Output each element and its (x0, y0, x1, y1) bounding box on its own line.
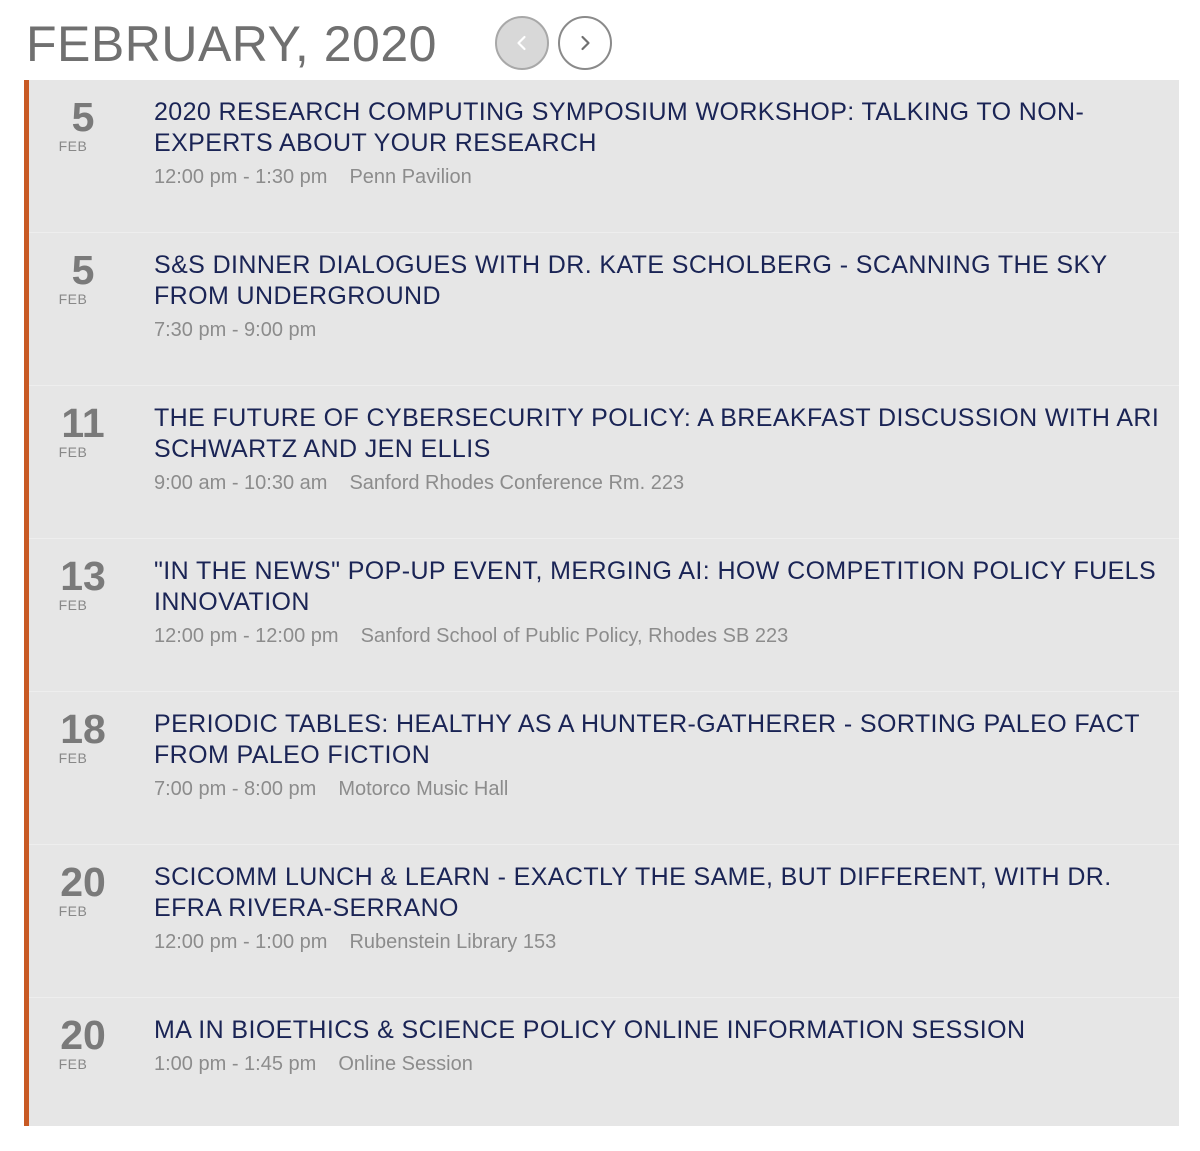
event-body (154, 862, 1164, 955)
event-body (154, 403, 1164, 496)
event-time: 7:30 pm - 9:00 pm (154, 319, 317, 341)
event-location: Penn Pavilion (349, 166, 472, 188)
event-title-link[interactable]: S&S DINNER DIALOGUES WITH DR. KATE SCHOLBERG - SCANNING THE SKY FROM UNDERGROUND (154, 251, 1108, 310)
event-title-link[interactable]: 2020 RESEARCH COMPUTING SYMPOSIUM WORKSHOP: TALKING TO NON-EXPERTS ABOUT YOUR RESEARCH (154, 98, 1085, 157)
event-date (43, 861, 123, 919)
event-meta (154, 164, 1164, 190)
event-body (154, 97, 1164, 190)
event-location: Sanford School of Public Policy, Rhodes SB 223 (360, 625, 789, 647)
event-month: FEB (58, 291, 88, 307)
month-title: FEBRUARY, 2020 (26, 16, 437, 72)
event-meta (154, 929, 1164, 955)
event-meta (154, 1051, 1164, 1077)
event-meta (154, 470, 1164, 496)
event-body (154, 1015, 1164, 1077)
event-date (43, 1014, 123, 1072)
event-day: 20 (60, 1012, 106, 1058)
calendar-header (26, 12, 1176, 74)
event-title-link[interactable]: "IN THE NEWS" POP-UP EVENT, MERGING AI: HOW COMPETITION POLICY FUELS INNOVATION (154, 557, 1157, 616)
event-location: Online Session (338, 1053, 473, 1075)
event-location: Sanford Rhodes Conference Rm. 223 (349, 472, 685, 494)
event-meta (154, 776, 1164, 802)
event-item (29, 233, 1179, 386)
event-month: FEB (58, 597, 88, 613)
event-item (29, 845, 1179, 998)
event-day: 5 (71, 94, 95, 140)
event-day: 18 (60, 706, 106, 752)
event-date (43, 708, 123, 766)
event-item (29, 80, 1179, 233)
event-time: 12:00 pm - 12:00 pm (154, 625, 339, 647)
next-month-button[interactable] (558, 16, 612, 70)
event-location: Rubenstein Library 153 (349, 931, 557, 953)
event-date (43, 96, 123, 154)
previous-month-button[interactable] (495, 16, 549, 70)
chevron-right-icon (575, 33, 595, 53)
event-body (154, 709, 1164, 802)
event-location: Motorco Music Hall (338, 778, 509, 800)
event-month: FEB (58, 138, 88, 154)
event-date (43, 555, 123, 613)
event-day: 13 (60, 553, 106, 599)
event-meta (154, 623, 1164, 649)
event-item (29, 386, 1179, 539)
event-title-link[interactable]: PERIODIC TABLES: HEALTHY AS A HUNTER-GATHERER - SORTING PALEO FACT FROM PALEO FICTION (154, 710, 1140, 769)
event-list (24, 80, 1179, 1126)
event-item (29, 692, 1179, 845)
event-meta (154, 317, 1164, 343)
event-time: 7:00 pm - 8:00 pm (154, 778, 317, 800)
event-body (154, 556, 1164, 649)
event-item (29, 998, 1179, 1151)
event-time: 9:00 am - 10:30 am (154, 472, 328, 494)
event-time: 12:00 pm - 1:00 pm (154, 931, 328, 953)
event-month: FEB (58, 903, 88, 919)
event-time: 1:00 pm - 1:45 pm (154, 1053, 317, 1075)
event-body (154, 250, 1164, 343)
event-date (43, 402, 123, 460)
event-title-link[interactable]: THE FUTURE OF CYBERSECURITY POLICY: A BREAKFAST DISCUSSION WITH ARI SCHWARTZ AND JEN ELLIS (154, 404, 1160, 463)
event-date (43, 249, 123, 307)
event-time: 12:00 pm - 1:30 pm (154, 166, 328, 188)
event-month: FEB (58, 750, 88, 766)
event-item (29, 539, 1179, 692)
event-month: FEB (58, 1056, 88, 1072)
chevron-left-icon (512, 33, 532, 53)
event-day: 5 (71, 247, 95, 293)
event-month: FEB (58, 444, 88, 460)
event-day: 11 (61, 400, 105, 446)
event-title-link[interactable]: SCICOMM LUNCH & LEARN - EXACTLY THE SAME, BUT DIFFERENT, WITH DR. EFRA RIVERA-SERRANO (154, 863, 1112, 922)
event-title-link[interactable]: MA IN BIOETHICS & SCIENCE POLICY ONLINE INFORMATION SESSION (154, 1016, 1026, 1044)
event-day: 20 (60, 859, 106, 905)
